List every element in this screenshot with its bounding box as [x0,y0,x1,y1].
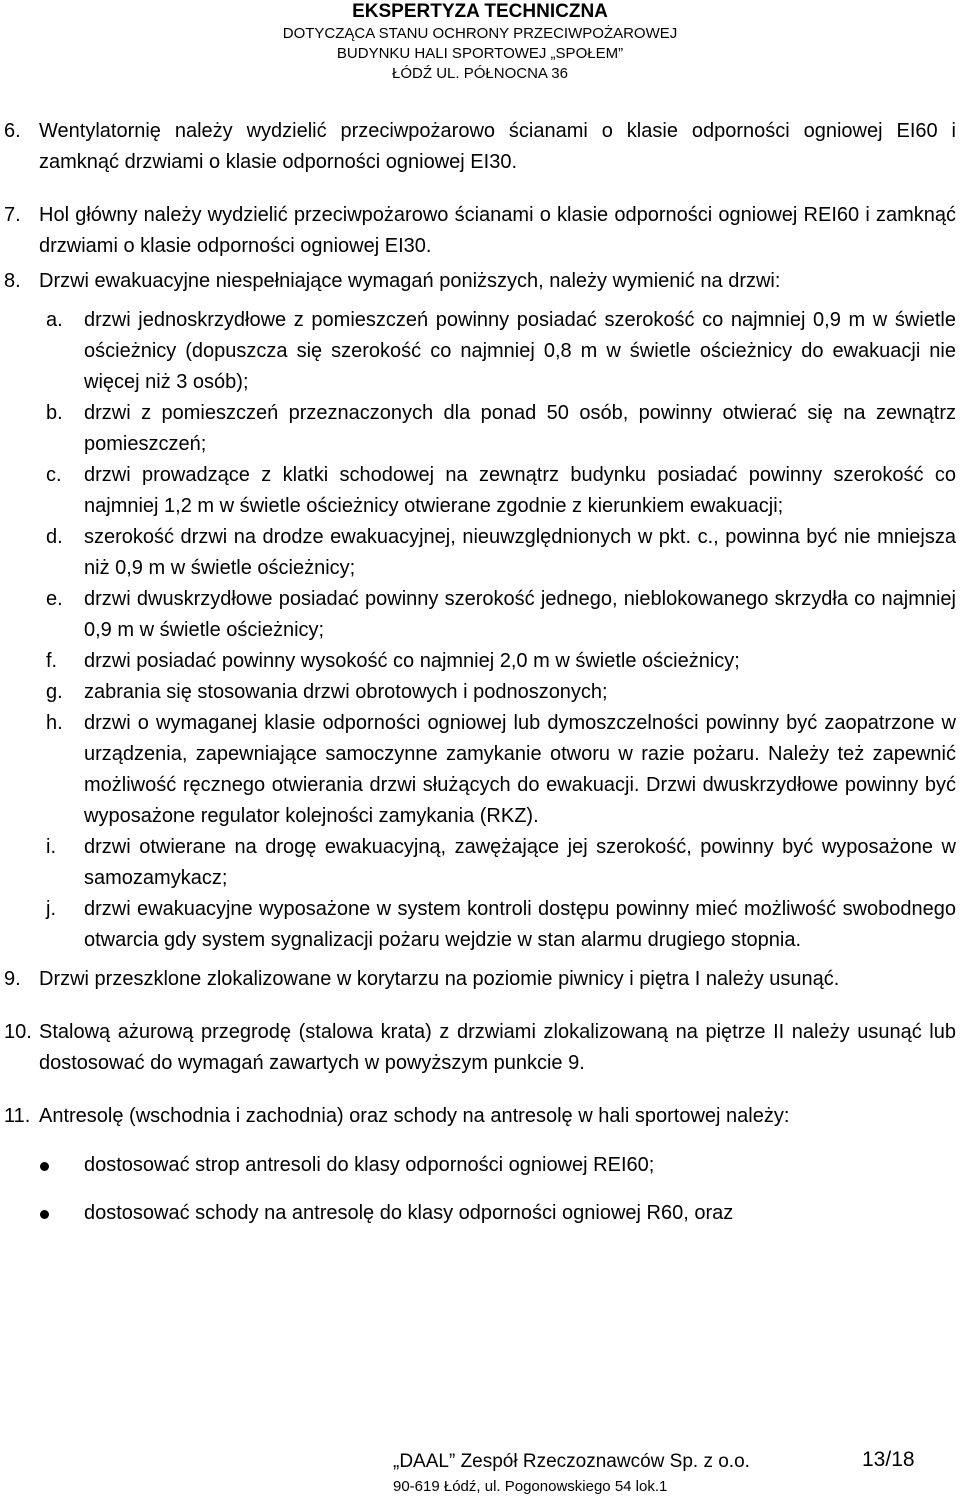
document-body [0,110,960,1229]
list-item-letter: j. [46,898,56,920]
list-item [0,646,960,677]
document-title: EKSPERTYZA TECHNICZNA [352,1,608,22]
item-10 [0,1017,960,1079]
bullet-text: dostosować schody na antresolę do klasy odporności ogniowej R60, oraz [84,1202,734,1224]
list-item [0,460,960,522]
list-item-letter: e. [46,588,63,610]
footer-company: „DAAL” Zespół Rzeczoznawców Sp. z o.o. [393,1451,750,1472]
item-text: Stalową ażurową przegrodę (stalowa krata) z drzwiami zlokalizowaną na piętrze II należy usunąć lub dostosować do wymagań zawartych w powyższym punkcie 9. [39,1021,956,1074]
header-subtitle-line2: BUDYNKU HALI SPORTOWEJ „SPOŁEM” [336,45,624,62]
item-text: Wentylatornię należy wydzielić przeciwpożarowo ścianami o klasie odporności ogniowej EI60 i zamknąć drzwiami o klasie odporności ogniowej EI30. [39,120,956,173]
door-requirements-list [0,305,960,956]
item-number: 6. [4,120,21,142]
list-item-text: drzwi dwuskrzydłowe posiadać powinny szerokość jednego, nieblokowanego skrzydła co najmniej 0,9 m w świetle ościeżnicy; [84,588,956,641]
list-item-letter: g. [46,681,63,703]
bullet-icon [40,1162,49,1171]
header-address: ŁÓDŹ UL. PÓŁNOCNA 36 [392,65,568,82]
page-number: 13/18 [862,1448,915,1471]
list-item [0,708,960,832]
item-text: Drzwi ewakuacyjne niespełniające wymagań poniższych, należy wymienić na drzwi: [39,270,781,292]
item-8 [0,266,960,297]
list-item-text: zabrania się stosowania drzwi obrotowych i podnoszonych; [84,681,608,703]
list-item-text: szerokość drzwi na drodze ewakuacyjnej, nieuwzględnionych w pkt. c., powinna być nie mniejsza niż 0,9 m w świetle ościeżnicy; [84,526,956,579]
list-item-text: drzwi otwierane na drogę ewakuacyjną, zawężające jej szerokość, powinny być wyposażone w samozamykacz; [84,836,956,889]
item-text: Hol główny należy wydzielić przeciwpożarowo ścianami o klasie odporności ogniowej REI60 i zamknąć drzwiami o klasie odporności ogniowej EI30. [39,204,956,257]
list-item [0,894,960,956]
item-number: 9. [4,968,21,990]
list-item [0,584,960,646]
item-number: 11. [4,1105,31,1127]
list-item-letter: b. [46,402,63,424]
list-item [0,398,960,460]
bullet-item [0,1198,960,1229]
item-7 [0,200,960,262]
item-text: Antresolę (wschodnia i zachodnia) oraz schody na antresolę w hali sportowej należy: [39,1105,790,1127]
list-item [0,522,960,584]
list-item-letter: i. [46,836,56,858]
list-item-text: drzwi posiadać powinny wysokość co najmniej 2,0 m w świetle ościeżnicy; [84,650,740,672]
list-item-text: drzwi ewakuacyjne wyposażone w system kontroli dostępu powinny mieć możliwość swobodnego otwarcia gdy system sygnalizacji pożaru wejdzie w stan alarmu drugiego stopnia. [84,898,956,951]
bullet-item [0,1150,960,1181]
list-item-letter: c. [46,464,62,486]
item-11 [0,1101,960,1132]
list-item-text: drzwi jednoskrzydłowe z pomieszczeń powinny posiadać szerokość co najmniej 0,9 m w świetle ościeżnicy (dopuszcza się szerokość co najmniej 0,8 m w świetle ościeżnicy do ewakuacji nie więcej niż 3 osób); [84,309,956,393]
list-item-letter: f. [46,650,58,672]
item-number: 7. [4,204,21,226]
bullet-icon [40,1210,49,1219]
list-item [0,832,960,894]
list-item-letter: h. [46,712,63,734]
item-6 [0,116,960,178]
list-item-text: drzwi z pomieszczeń przeznaczonych dla ponad 50 osób, powinny otwierać się na zewnątrz pomieszczeń; [84,402,956,455]
header-subtitle-line1: DOTYCZĄCA STANU OCHRONY PRZECIWPOŻAROWEJ [282,25,678,42]
bullet-text: dostosować strop antresoli do klasy odporności ogniowej REI60; [84,1154,655,1176]
item-number: 10. [4,1021,32,1043]
list-item-text: drzwi prowadzące z klatki schodowej na zewnątrz budynku posiadać powinny szerokość co najmniej 1,2 m w świetle ościeżnicy otwierane zgodnie z kierunkiem ewakuacji; [84,464,956,517]
item-number: 8. [4,270,21,292]
page-header [0,0,960,84]
footer-address: 90-619 Łódź, ul. Pogonowskiego 54 lok.1 [393,1478,668,1495]
list-item-letter: d. [46,526,63,548]
list-item-letter: a. [46,309,63,331]
item-text: Drzwi przeszklone zlokalizowane w korytarzu na poziomie piwnicy i piętra I należy usunąć. [39,968,840,990]
item-9 [0,964,960,995]
list-item-text: drzwi o wymaganej klasie odporności ogniowej lub dymoszczelności powinny być zaopatrzone w urządzenia, zapewniające samoczynne zamykanie otworu w razie pożaru. Należy też zapewnić możliwość ręcznego otwierania drzwi służących do ewakuacji. Drzwi dwuskrzydłowe powinny być wyposażone regulator kolejności zamykania (RKZ). [84,712,956,827]
antresola-bullet-list [0,1150,960,1229]
list-item [0,677,960,708]
list-item [0,305,960,398]
